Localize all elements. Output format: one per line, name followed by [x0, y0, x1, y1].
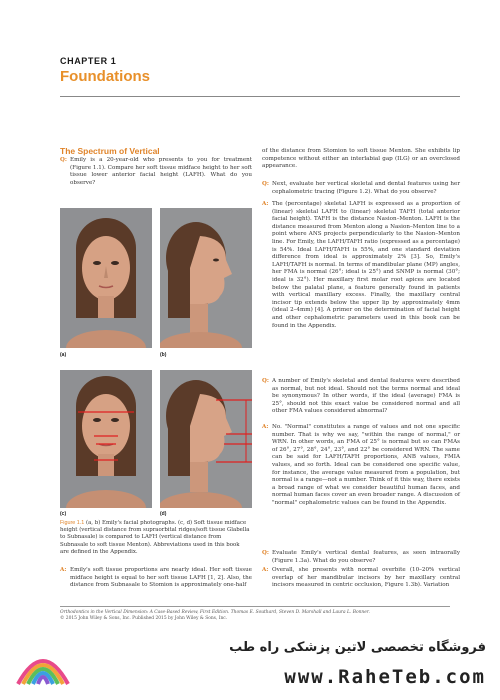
qa-tag: Q:: [60, 157, 67, 163]
answer-block: [60, 567, 252, 590]
figure-caption: [60, 520, 250, 556]
qa-text: of the distance from Stomion to soft tissue Menton. She exhibits lip competence without either an interlabial gap (ILG) or an overclosed appearance.: [262, 148, 460, 170]
qa-tag: Q:: [262, 378, 269, 384]
qa-tag: A:: [262, 567, 269, 573]
qa-text: Overall, she presents with normal overbite (10–20% vertical overlap of her mandibular incisors by her maxillary central incisors measured in centric occlusion, Figure 1.3b). Variation: [272, 567, 460, 589]
qa-tag: A:: [60, 567, 67, 573]
question-block: [262, 378, 460, 416]
figure-label-b: (b): [160, 352, 167, 358]
question-block: [262, 181, 460, 196]
qa-tag: Q:: [262, 181, 269, 187]
rainbow-logo-icon: [14, 640, 72, 692]
figure-photo-b: [160, 208, 252, 348]
face-front-measured-illustration: [60, 370, 152, 508]
figure-caption-text: (a, b) Emily's facial photographs. (c, d) Soft tissue midface height (vertical distance from supraorbital ridges/soft tissue Glabella to Subnasale) is compared to LAFH (vertical distance from Subnasale to soft tissue Menton). Abbreviations used in this book are defined in the Appendix.: [60, 520, 250, 555]
answer-block: [262, 424, 460, 508]
figure-photo-d: [160, 370, 252, 508]
page-footer: [60, 606, 450, 622]
question-block: [262, 550, 460, 565]
qa-text: Emily is a 20-year-old who presents to you for treatment (Figure 1.1). Compare her soft tissue midface height to her soft tissue lower anterior facial height (LAFH). What do you observe?: [70, 157, 252, 186]
banner-url[interactable]: www.RaheTeb.com: [284, 666, 486, 688]
footer-copyright: © 2015 John Wiley & Sons, Inc. Published 2015 by John Wiley & Sons, Inc.: [60, 616, 228, 621]
header-rule: [60, 96, 460, 97]
answer-block: [262, 201, 460, 330]
question-block: [60, 157, 252, 187]
chapter-label: CHAPTER 1: [60, 56, 117, 66]
figure-caption-label: Figure 1.1: [60, 520, 85, 526]
section-title: The Spectrum of Vertical: [60, 146, 160, 156]
qa-text: The (percentage) skeletal LAFH is expressed as a proportion of (linear) skeletal LAFH to (linear) skeletal TAFH (total anterior facial height). TAFH is the distance Nasion–Menton. LAFH is the distance measured from Menton along a Nasion–Menton line to a point where ANS projects perpendicularly to the Nasion–Menton line. For Emily, the LAFH/TAFH ratio (expressed as a percentage) is 54%. Ideal LAFH/TAFH is 55%, and one standard deviation difference from ideal is approximately 2% [3]. So, Emily's LAFH/TAFH is normal. In terms of mandibular plane (MP) angles, her FMA is normal (26°; ideal is 25°) and SNMP is normal (30°; ideal is 32°). Her maxillary first molar root apices are located below the palatal plane, a feature generally found in patients with vertical maxillary excess. Finally, the maxillary central incisor tip extends below the upper lip by approximately 4mm (ideal 2–4mm) [4]. A primer on the determination of facial height and other cephalometric parameters used in this book can be found in the Appendix.: [272, 201, 460, 329]
banner-persian-text: فروشگاه تخصصی لاتین پزشکی راه طب: [229, 640, 486, 655]
qa-text: Evaluate Emily's vertical dental features, as seen intraorally (Figure 1.3a). What do you observe?: [272, 550, 460, 564]
face-front-illustration: [60, 208, 152, 348]
qa-tag: A:: [262, 424, 269, 430]
face-profile-measured-illustration: [160, 370, 252, 508]
qa-tag: Q:: [262, 550, 269, 556]
qa-text: No. "Normal" constitutes a range of values and not one specific number. That is why we say, "within the range of normal," or WRN. In other words, an FMA of 25° is normal but so can FMAs of 26°, 27°, 28°, 24°, 23°, and 22° be considered WRN. The same can be said for LAFH/TAFH proportions, ANB values, FMIA values, and so forth. Ideal can be considered one specific value, for instance, the average value measured from a population, but normal is a range—not a number. Think of it this way, there exists a broad range of what we consider beautiful human faces, and normal human faces cover an even broader range. A discussion of "normal" cephalometric values can be found in the Appendix.: [272, 424, 460, 506]
figure-label-a: (a): [60, 352, 67, 358]
figure-label-d: (d): [160, 511, 167, 517]
qa-tag: A:: [262, 201, 269, 207]
qa-text: Emily's soft tissue proportions are nearly ideal. Her soft tissue midface height is equal to her soft tissue LAFH [1, 2]. Also, the distance from Subnasale to Stomion is approximately one-half: [70, 567, 252, 589]
watermark-banner: [0, 632, 500, 700]
chapter-title: Foundations: [60, 68, 150, 85]
figure-photo-a: [60, 208, 152, 348]
qa-text: A number of Emily's skeletal and dental features were described as normal, but not ideal. Should not the terms normal and ideal be synonymous? In other words, if the ideal (average) FMA is 25°, should not this exact value be considered normal and all other FMA values considered abnormal?: [272, 378, 460, 415]
continued-paragraph: [262, 148, 460, 171]
figure-photo-c: [60, 370, 152, 508]
figure-label-c: (c): [60, 511, 67, 517]
answer-block: [262, 567, 460, 590]
face-profile-illustration: [160, 208, 252, 348]
qa-text: Next, evaluate her vertical skeletal and dental features using her cephalometric tracing (Figure 1.2). What do you observe?: [272, 181, 460, 195]
footer-citation: Orthodontics in the Vertical Dimension: A Case-Based Review, First Edition. Thomas E. Southard, Steven D. Marshall and Laura L. Bonner.: [60, 610, 370, 615]
